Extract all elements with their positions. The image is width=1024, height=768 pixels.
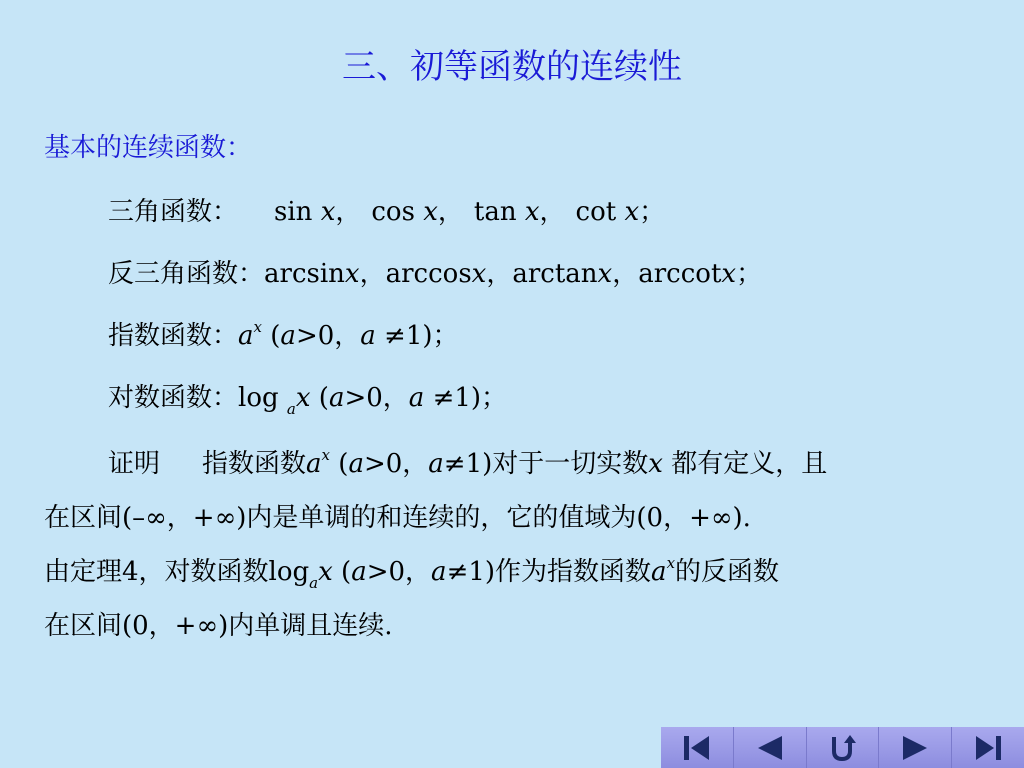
arctan-name: arctan: [512, 259, 598, 289]
exp-cond-a1: a: [280, 321, 296, 351]
proof-line-3: [44, 554, 779, 593]
trig-end: ；: [639, 197, 666, 227]
proof-l3-d: ≠1)作为指数函数: [446, 557, 652, 587]
trig-label: 三角函数：: [108, 197, 239, 227]
tan-var: x: [524, 197, 540, 227]
last-page-icon: [970, 733, 1006, 763]
proof-l3-c: >0，: [366, 557, 432, 587]
section-heading: 基本的连续函数：: [44, 133, 253, 163]
trig-sep-3: ，: [539, 197, 566, 227]
exp-cond-ne: ≠1)；: [375, 321, 459, 351]
first-page-button[interactable]: [661, 727, 734, 768]
proof-l1-x2: x: [648, 449, 663, 479]
return-button[interactable]: [807, 727, 880, 768]
return-icon: [824, 733, 860, 763]
tan-name: tan: [473, 197, 517, 227]
log-label: 对数函数：: [108, 383, 239, 413]
cos-name: cos: [371, 197, 415, 227]
slide-navigation-bar: [661, 727, 1024, 768]
arcsin-var: x: [344, 259, 360, 289]
log-cond-ne: ≠1)；: [424, 383, 508, 413]
proof-line-1: [108, 446, 827, 485]
proof-l3-e: 的反函数: [675, 557, 780, 587]
arccos-var: x: [471, 259, 487, 289]
sin-var: x: [320, 197, 336, 227]
trig-sep-2: ，: [437, 197, 464, 227]
log-cond-a2: a: [408, 383, 425, 413]
proof-l1-a: a: [306, 449, 322, 479]
sin-name: sin: [274, 197, 313, 227]
inverse-trig-functions-line: [108, 256, 762, 292]
proof-l1-end: 都有定义，且: [662, 449, 828, 479]
proof-label: 证明: [108, 449, 161, 479]
trig-sep-1: ，: [335, 197, 362, 227]
proof-l1-x: x: [321, 446, 331, 464]
log-name: log: [238, 383, 287, 413]
exp-cond-open: (: [270, 321, 281, 351]
proof-l1-text: 指数函数: [202, 449, 307, 479]
proof-l3-a4: a: [651, 557, 667, 587]
arctan-var: x: [597, 259, 613, 289]
previous-page-icon: [752, 733, 788, 763]
page-title: 三、初等函数的连续性: [342, 47, 682, 87]
proof-l3-x2: x: [666, 554, 676, 572]
first-page-icon: [679, 733, 715, 763]
arccos-name: arccos: [385, 259, 472, 289]
proof-l3-x: x: [318, 557, 333, 587]
exp-cond-gt: >0，: [295, 321, 361, 351]
inverse-sep-1: ，: [359, 259, 386, 289]
proof-line-2: 在区间(–∞，+∞)内是单调的和连续的，它的值域为(0，+∞).: [44, 503, 751, 533]
proof-l3-a: 由定理4，对数函数log: [44, 557, 310, 587]
inverse-sep-2: ，: [486, 259, 513, 289]
exp-cond-a2: a: [360, 321, 376, 351]
proof-l1-cond3: ≠1)对于一切实数: [443, 449, 649, 479]
log-var: x: [295, 383, 311, 413]
previous-page-button[interactable]: [734, 727, 807, 768]
cot-name: cot: [575, 197, 617, 227]
exponential-label: 指数函数：: [108, 321, 239, 351]
next-page-button[interactable]: [879, 727, 952, 768]
proof-l3-a3: a: [431, 557, 447, 587]
proof-l3-a2: a: [351, 557, 367, 587]
exp-base: a: [238, 321, 254, 351]
proof-l1-cond2: >0，: [363, 449, 429, 479]
cos-var: x: [423, 197, 438, 227]
exponential-function-line: [108, 318, 459, 357]
logarithm-function-line: [108, 380, 507, 419]
trig-functions-line: [108, 194, 665, 230]
inverse-trig-label: 反三角函数：: [108, 259, 265, 289]
proof-l3-base: a: [309, 574, 319, 592]
proof-l1-a3: a: [428, 449, 444, 479]
arcsin-name: arcsin: [264, 259, 345, 289]
proof-l1-a2: a: [348, 449, 364, 479]
log-cond-open: (: [310, 383, 329, 413]
log-cond-gt: >0，: [344, 383, 409, 413]
inverse-sep-3: ，: [612, 259, 639, 289]
proof-line-4: 在区间(0，+∞)内单调且连续.: [44, 611, 393, 641]
exp-power: x: [253, 318, 262, 336]
arccot-name: arccot: [638, 259, 722, 289]
inverse-end: ；: [736, 259, 763, 289]
arccot-var: x: [721, 259, 737, 289]
proof-l3-b: (: [332, 557, 352, 587]
proof-l1-cond: (: [330, 449, 349, 479]
cot-var: x: [624, 197, 640, 227]
log-cond-a1: a: [328, 383, 345, 413]
last-page-button[interactable]: [952, 727, 1024, 768]
log-base: a: [286, 400, 296, 418]
next-page-icon: [897, 733, 933, 763]
